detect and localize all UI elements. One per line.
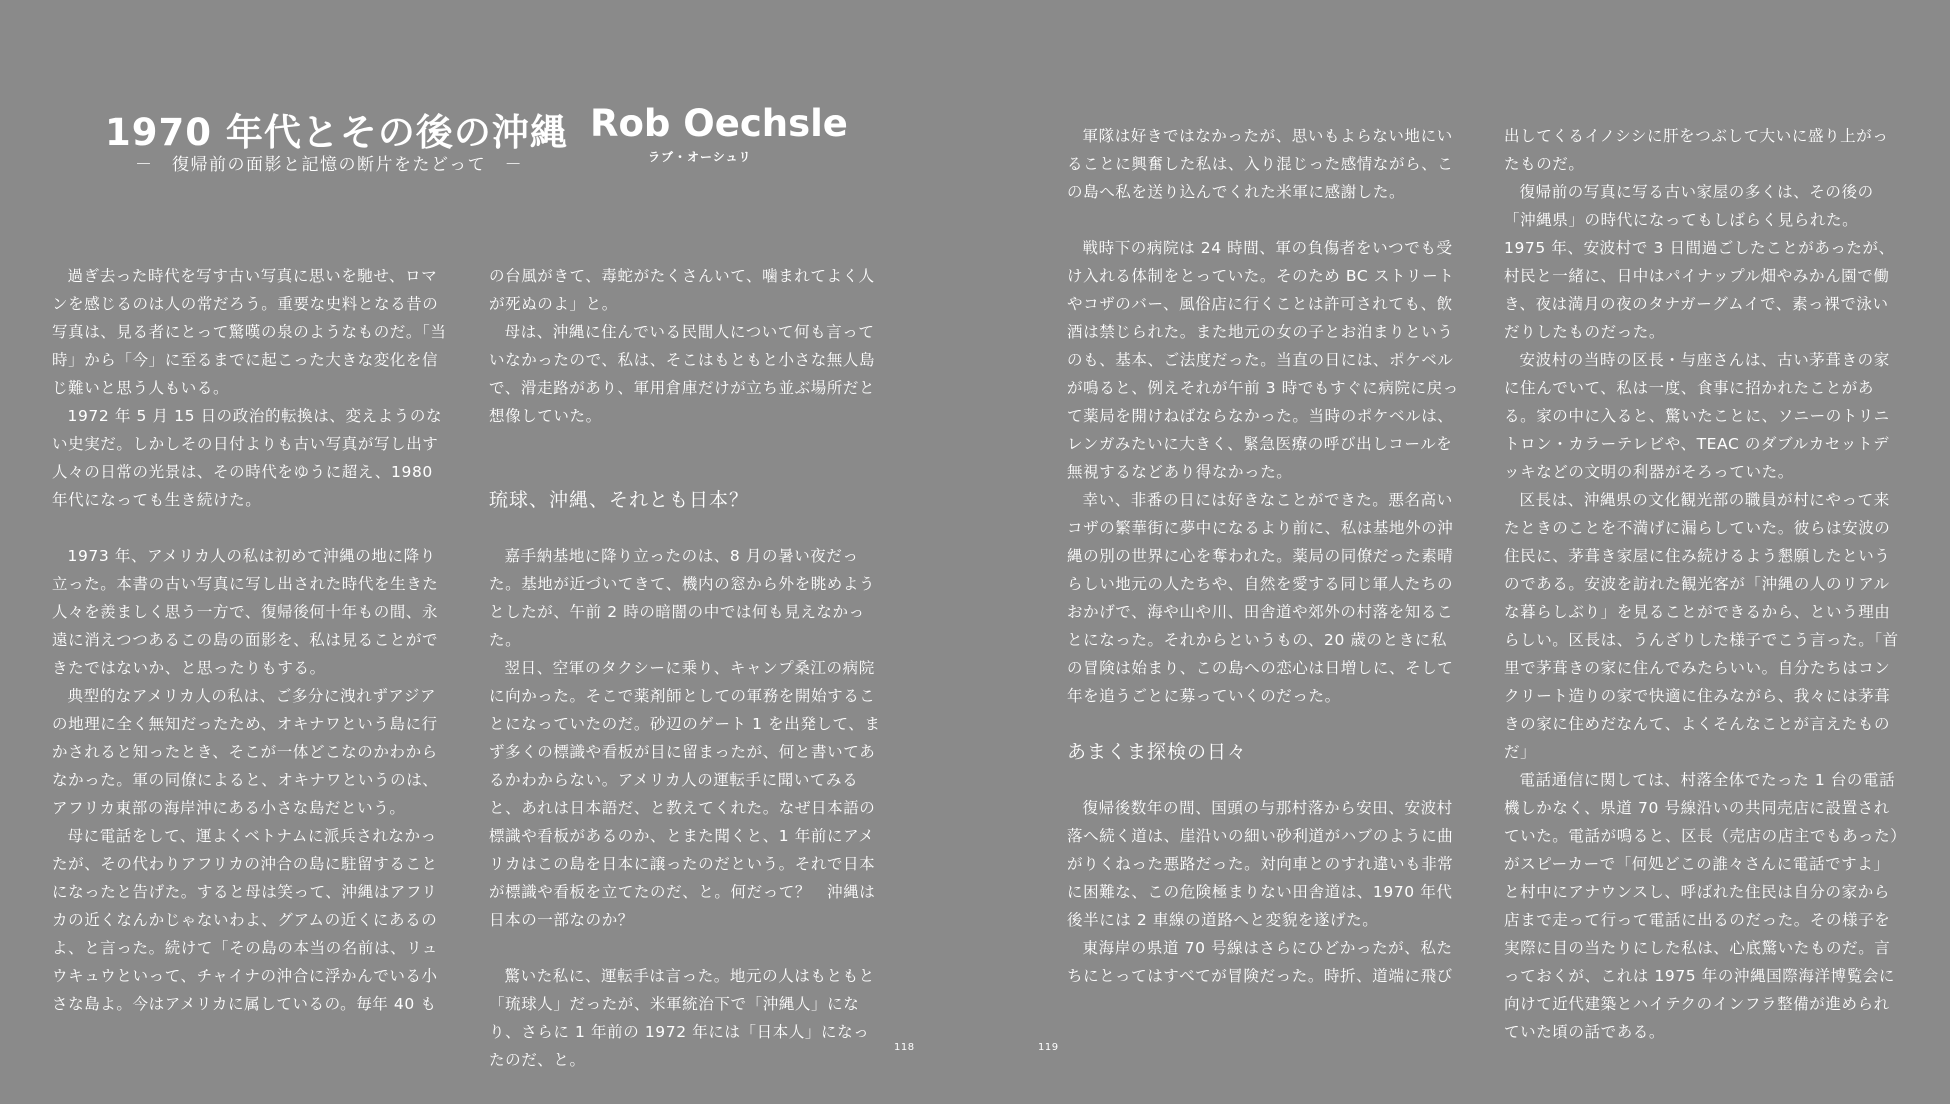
paragraph: 1973 年、アメリカ人の私は初めて沖縄の地に降り立った。本書の古い写真に写し出された時代を生きた人々を羨ましく思う一方で、復帰後何十年もの間、永遠に消えつつあるこの島の面影を、私は見ることができたではないか、と思ったりもする。 — [52, 547, 439, 677]
paragraph-gap — [489, 514, 885, 542]
paragraph: 1972 年 5 月 15 日の政治的転換は、変えようのない史実だ。しかしその日付よりも古い写真が写し出す人々の日常の光景は、その時代をゆうに超え、1980 年代になっても生き続けた。 — [52, 407, 443, 509]
paragraph: 嘉手納基地に降り立ったのは、8 月の暑い夜だった。基地が近づいてきて、機内の窓から外を眺めようとしたが、午前 2 時の暗闇の中では何も見えなかった。 — [489, 547, 876, 649]
author-name-kana: ラブ・オーシュリ — [648, 150, 752, 164]
paragraph: 安波村の当時の区長・与座さんは、古い茅葺きの家に住んでいて、私は一度、食事に招かれたことがある。家の中に入ると、驚いたことに、ソニーのトリニトロン・カラーテレビや、TEAC のダブルカセットデッキなどの文明の利器がそろっていた。 — [1504, 351, 1890, 481]
paragraph: 母に電話をして、運よくベトナムに派兵されなかったが、その代わりアフリカの沖合の島に駐留することになったと告げた。すると母は笑って、沖縄はアフリカの近くなんかじゃないわよ、グアムの近くにあるのよ、と言った。続けて「その島の本当の名前は、リュウキュウといって、チャイナの沖合に浮かんでいる小さな島よ。今はアメリカに属しているの。毎年 40 も — [52, 827, 438, 1013]
page-number-left: 118 — [894, 1042, 915, 1053]
paragraph: 復帰後数年の間、国頭の与那村落から安田、安波村落へ続く道は、崖沿いの細い砂利道がハブのように曲がりくねった悪路だった。対向車とのすれ違いも非常に困難な、この危険極まりない田舎道は、1970 年代後半には 2 車線の道路へと変貌を遂げた。 — [1067, 799, 1454, 929]
paragraph: 戦時下の病院は 24 時間、軍の負傷者をいつでも受け入れる体制をとっていた。そのため BC ストリートやコザのバー、風俗店に行くことは許可されても、飲酒は禁じられた。また地元の女の子とお泊まりというのも、基本、ご法度だった。当直の日には、ポケベルが鳴ると、例えそれが午前 3 時でもすぐに病院に戻って薬局を開けねばならなかった。当時のポケベルは、レンガみたいに大きく、緊急医療の呼び出しコールを無視するなどあり得なかった。 — [1067, 239, 1459, 481]
page-number-right: 119 — [1038, 1042, 1059, 1053]
text-column-3 — [1067, 122, 1463, 990]
paragraph: 軍隊は好きではなかったが、思いもよらない地にいることに興奮した私は、入り混じった感情ながら、この島へ私を送り込んでくれた米軍に感謝した。 — [1067, 127, 1454, 201]
author-name: Rob Oechsle — [590, 102, 848, 145]
paragraph: 典型的なアメリカ人の私は、ご多分に洩れずアジアの地理に全く無知だったため、オキナワという島に行かされると知ったとき、そこが一体どこなのかわからなかった。軍の同僚によると、オキナワというのは、アフリカ東部の海岸沖にある小さな島だという。 — [52, 687, 439, 817]
paragraph: の台風がきて、毒蛇がたくさんいて、噛まれてよく人が死ぬのよ」と。 — [489, 267, 875, 313]
paragraph-gap — [52, 514, 448, 542]
paragraph: 幸い、非番の日には好きなことができた。悪名高いコザの繁華街に夢中になるより前に、私は基地外の沖縄の別の世界に心を奪われた。薬局の同僚だった素晴らしい地元の人たちや、自然を愛する同じ軍人たちのおかげで、海や山や川、田舎道や郊外の村落を知ることになった。それからというもの、20 歳のときに私の冒険は始まり、この島への恋心は日増しに、そして年を追うごとに募っていくのだった。 — [1067, 491, 1454, 705]
paragraph: 過ぎ去った時代を写す古い写真に思いを馳せ、ロマンを感じるのは人の常だろう。重要な史料となる昔の写真は、見る者にとって驚嘆の泉のようなものだ。「当時」から「今」に至るまでに起こった大きな変化を信じ難いと思う人もいる。 — [52, 267, 447, 397]
paragraph-gap — [1067, 710, 1463, 738]
article-subtitle: － 復帰前の面影と記憶の断片をたどって － — [135, 155, 524, 175]
paragraph: 出してくるイノシシに肝をつぶして大いに盛り上がったものだ。 — [1504, 127, 1889, 173]
paragraph-gap — [1067, 766, 1463, 794]
section-heading: 琉球、沖縄、それとも日本？ — [489, 489, 750, 511]
section-heading: あまくま探検の日々 — [1067, 741, 1248, 763]
paragraph: 驚いた私に、運転手は言った。地元の人はもともと「琉球人」だったが、米軍統治下で「沖縄人」になり、さらに 1 年前の 1972 年には「日本人」になったのだ、と。 — [489, 967, 875, 1069]
paragraph-gap — [1067, 206, 1463, 234]
paragraph: 翌日、空軍のタクシーに乗り、キャンプ桑江の病院に向かった。そこで薬剤師としての軍務を開始することになっていたのだ。砂辺のゲート 1 を出発して、まず多くの標識や看板が目に留まったが、何と書いてあるかわからない。アメリカ人の運転手に聞いてみると、あれは日本語だ、と教えてくれた。なぜ日本語の標識や看板があるのか、とまた聞くと、1 年前にアメリカはこの島を日本に譲ったのだという。それで日本が標識や看板を立てたのだ、と。何だって？ 沖縄は日本の一部なのか？ — [489, 659, 881, 929]
paragraph-gap — [489, 934, 885, 962]
paragraph-gap — [489, 430, 885, 486]
article-title: 1970 年代とその後の沖縄 — [105, 111, 568, 154]
text-column-2 — [489, 262, 885, 1074]
paragraph: 東海岸の県道 70 号線はさらにひどかったが、私たちにとってはすべてが冒険だった。時折、道端に飛び — [1067, 939, 1453, 985]
paragraph: 電話通信に関しては、村落全体でたった 1 台の電話機しかなく、県道 70 号線沿いの共同売店に設置されていた。電話が鳴ると、区長（売店の店主でもあった）がスピーカーで「何処どこの誰々さんに電話ですよ」と村中にアナウンスし、呼ばれた住民は自分の家から店まで走って行って電話に出るのだった。その様子を実際に目の当たりにした私は、心底驚いたものだ。言っておくが、これは 1975 年の沖縄国際海洋博覧会に向けて近代建築とハイテクのインフラ整備が進められていた頃の話である。 — [1504, 771, 1899, 1041]
paragraph: 区長は、沖縄県の文化観光部の職員が村にやって来たときのことを不満げに漏らしていた。彼らは安波の住民に、茅葺き家屋に住み続けるよう懇願したというのである。安波を訪れた観光客が「沖縄の人のリアルな暮らしぶり」を見ることができるから、という理由らしい。区長は、うんざりした様子でこう言った。「首里で茅葺きの家に住んでみたらいい。自分たちはコンクリート造りの家で快適に住みながら、我々には茅葺きの家に住めだなんて、よくそんなことが言えたものだ」 — [1504, 491, 1899, 761]
text-column-1 — [52, 262, 448, 1018]
paragraph: 母は、沖縄に住んでいる民間人について何も言っていなかったので、私は、そこはもともと小さな無人島で、滑走路があり、軍用倉庫だけが立ち並ぶ場所だと想像していた。 — [489, 323, 876, 425]
text-column-4 — [1504, 122, 1900, 1046]
paragraph: 復帰前の写真に写る古い家屋の多くは、その後の「沖縄県」の時代になってもしばらく見られた。1975 年、安波村で 3 日間過ごしたことがあったが、村民と一緒に、日中はパイナップル畑やみかん園で働き、夜は満月の夜のタナガーグムイで、素っ裸で泳いだりしたものだった。 — [1504, 183, 1895, 341]
